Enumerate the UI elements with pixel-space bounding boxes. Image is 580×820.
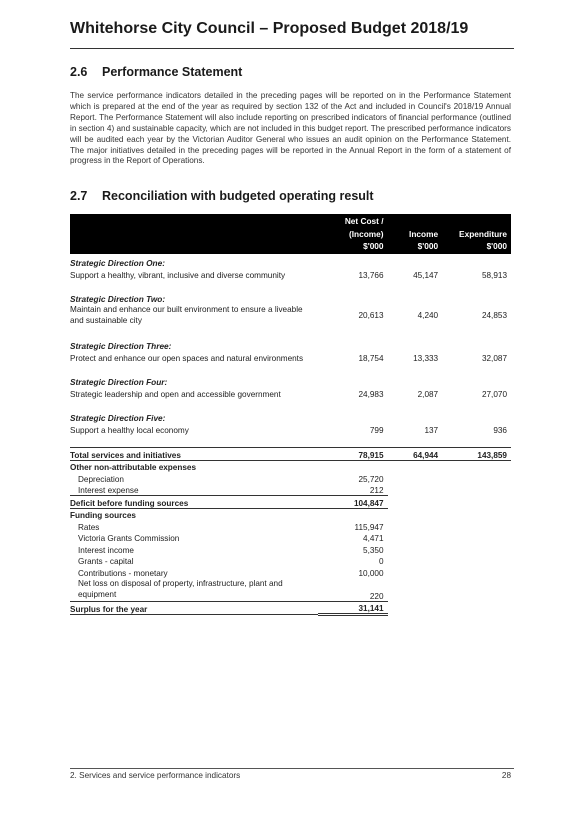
expenditure-cell: 936 (493, 425, 507, 435)
income-cell: 137 (424, 425, 439, 435)
reconciliation-table (70, 214, 511, 616)
header-line: Net Cost / (344, 216, 384, 226)
header-line: $'000 (486, 241, 507, 251)
total-expenditure: 143,859 (442, 447, 511, 460)
net-cost-cell: 24,983 (358, 389, 384, 399)
total-services-row (70, 447, 511, 460)
interest-income-label: Interest income (78, 545, 134, 555)
total-income: 64,944 (388, 447, 443, 460)
rates-value: 115,947 (354, 522, 384, 532)
direction-title-row (70, 290, 511, 304)
surplus-row (70, 601, 511, 615)
net-cost-cell: 18,754 (358, 353, 384, 363)
direction-title-row (70, 409, 511, 423)
expenditure-cell: 24,853 (481, 310, 507, 320)
table-row (70, 423, 511, 435)
vgc-value: 4,471 (363, 534, 384, 543)
title-divider (70, 48, 514, 49)
header-blank-cell (70, 214, 318, 254)
net-cost-cell: 20,613 (358, 310, 384, 320)
surplus-label: Surplus for the year (70, 601, 318, 615)
footer-divider (70, 768, 514, 769)
total-label: Total services and initiatives (70, 447, 318, 460)
direction-description: Protect and enhance our open spaces and natural environments (70, 353, 304, 363)
table-row (70, 351, 511, 363)
direction-description: Strategic leadership and open and accessible government (70, 389, 281, 399)
performance-statement-paragraph: The service performance indicators detailed in the preceding pages will be reported on in the Performance Statement which is prepared at the end of the year as required by section 132 of the Act and included in Council's 2018/19 Annual Report. The Performance Statement will also include reporting on prescribed indicators of financial performance (outlined in section 4) and sustainable capacity, which are not included in this budget report. The prescribed performance indicators will be audited each year by the Victorian Auditor General who issues an audit opinion on the Performance Statement. The major initiatives detailed in the preceding pages will be reported in the Annual Report in the form of a statement of progress in the Report of Operations. (70, 91, 511, 166)
header-line: $'000 (363, 241, 384, 251)
header-line: Income (409, 228, 439, 239)
vgc-label: Victoria Grants Commission (78, 534, 180, 543)
header-net-cost (318, 214, 388, 254)
net-cost-cell: 13,766 (358, 270, 384, 280)
income-cell: 45,147 (413, 270, 439, 280)
table-row (70, 532, 511, 544)
table-row (70, 578, 511, 602)
income-cell: 2,087 (417, 389, 439, 399)
net-cost-cell: 799 (369, 425, 384, 435)
table-row (70, 484, 511, 496)
section-title: Performance Statement (102, 65, 243, 79)
section-heading-performance-statement (70, 65, 242, 79)
table-header-row (70, 214, 511, 254)
contributions-value: 10,000 (358, 568, 384, 578)
direction-title: Strategic Direction Four: (70, 376, 168, 387)
grants-capital-value: 0 (378, 557, 384, 566)
table-row (70, 304, 511, 327)
direction-title: Strategic Direction Five: (70, 412, 166, 423)
depreciation-value: 25,720 (358, 474, 384, 484)
direction-title-row (70, 337, 511, 351)
deficit-value: 104,847 (318, 496, 388, 509)
header-line: $'000 (417, 241, 439, 251)
interest-expense-value: 212 (318, 484, 388, 496)
direction-title: Strategic Direction One: (70, 257, 165, 268)
footer-section-label: 2. Services and service performance indicators (70, 771, 241, 780)
other-expenses-heading-row (70, 460, 511, 472)
funding-sources-heading-row (70, 508, 511, 520)
table-row (70, 268, 511, 280)
table-row (70, 520, 511, 532)
direction-title-row (70, 373, 511, 387)
net-loss-value: 220 (318, 578, 388, 602)
section-title: Reconciliation with budgeted operating result (102, 189, 374, 203)
interest-expense-label: Interest expense (70, 484, 318, 496)
expenditure-cell: 27,070 (481, 389, 507, 399)
total-net-cost: 78,915 (318, 447, 388, 460)
section-number: 2.6 (70, 65, 88, 79)
direction-description: Maintain and enhance our built environment to ensure a liveable and sustainable city (70, 304, 303, 325)
net-loss-label: Net loss on disposal of property, infrastructure, plant and equipment (70, 578, 318, 602)
direction-title-row (70, 254, 511, 268)
rates-label: Rates (78, 522, 100, 532)
funding-sources-label: Funding sources (70, 511, 136, 520)
depreciation-label: Depreciation (78, 474, 124, 484)
header-line: Expenditure (459, 228, 507, 239)
table-row (70, 555, 511, 567)
header-income (388, 214, 443, 254)
surplus-value: 31,141 (318, 601, 388, 615)
table-row (70, 472, 511, 484)
header-expenditure (442, 214, 511, 254)
page-title: Whitehorse City Council – Proposed Budget 2018/19 (70, 20, 469, 37)
contributions-label: Contributions - monetary (78, 568, 168, 578)
table-row (70, 387, 511, 399)
table-row (70, 566, 511, 578)
direction-description: Support a healthy, vibrant, inclusive and diverse community (70, 270, 286, 280)
header-line: (Income) (348, 228, 384, 239)
deficit-row (70, 496, 511, 509)
page-number: 28 (501, 771, 511, 780)
section-heading-reconciliation (70, 189, 374, 203)
table-row (70, 543, 511, 555)
deficit-label: Deficit before funding sources (70, 496, 318, 509)
direction-description: Support a healthy local economy (70, 425, 189, 435)
grants-capital-label: Grants - capital (78, 557, 134, 566)
expenditure-cell: 32,087 (481, 353, 507, 363)
direction-title: Strategic Direction Three: (70, 340, 172, 351)
interest-income-value: 5,350 (363, 545, 384, 555)
income-cell: 4,240 (417, 310, 439, 320)
income-cell: 13,333 (413, 353, 439, 363)
other-expenses-label: Other non-attributable expenses (70, 463, 197, 472)
section-number: 2.7 (70, 189, 88, 203)
expenditure-cell: 58,913 (481, 270, 507, 280)
direction-title: Strategic Direction Two: (70, 293, 166, 304)
